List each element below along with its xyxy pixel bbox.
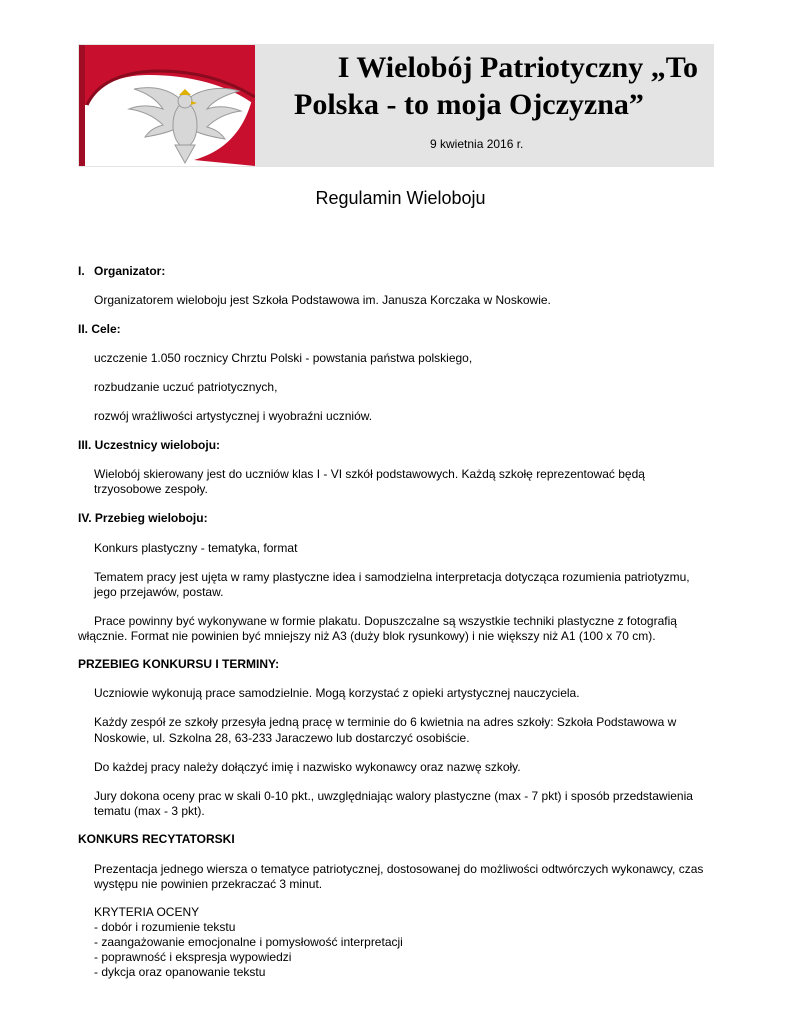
- recitation-p1-line2: występu nie powinien przekraczać 3 minut.: [94, 877, 323, 891]
- polish-eagle-flag-logo: [79, 45, 255, 166]
- section-1-text: Organizatorem wieloboju jest Szkoła Podstawowa im. Janusza Korczaka w Noskowie.: [94, 293, 551, 307]
- section-3-title: III. Uczestnicy wieloboju:: [78, 438, 221, 452]
- section-4-title: IV. Przebieg wieloboju:: [78, 511, 208, 525]
- event-date: 9 kwietnia 2016 r.: [430, 137, 524, 151]
- section-4-p1: Konkurs plastyczny - tematyka, format: [94, 541, 298, 555]
- section-4-p2-line1: Tematem pracy jest ujęta w ramy plastyczne idea i samodzielna interpretacja dotycząca rozumienia patriotyzmu,: [94, 570, 690, 584]
- section-4-p3-line1: Prace powinny być wykonywane w formie plakatu. Dopuszczalne są wszystkie techniki plastyczne z fotografią: [94, 614, 677, 628]
- recitation-title: KONKURS RECYTATORSKI: [78, 832, 235, 846]
- goal-item: uczczenie 1.050 rocznicy Chrztu Polski - powstania państwa polskiego,: [94, 351, 473, 365]
- goal-item: rozbudzanie uczuć patriotycznych,: [94, 380, 278, 394]
- section-4-p2-line2: jego przejawów, postaw.: [94, 585, 224, 599]
- event-title: [260, 49, 710, 123]
- section-3-line1: Wielobój skierowany jest do uczniów klas I - VI szkół podstawowych. Każdą szkołę reprezentować będą: [94, 467, 645, 481]
- contest-schedule-p4-line2: tematu (max - 3 pkt).: [94, 804, 205, 818]
- goal-item: rozwój wrażliwości artystycznej i wyobraźni uczniów.: [94, 409, 373, 423]
- section-2-title: II. Cele:: [78, 322, 121, 336]
- criteria-item: - dykcja oraz opanowanie tekstu: [94, 965, 266, 979]
- contest-schedule-p1: Uczniowie wykonują prace samodzielnie. Mogą korzystać z opieki artystycznej nauczyciela.: [94, 686, 580, 700]
- contest-schedule-p2-line2: Noskowie, ul. Szkolna 28, 63-233 Jaraczewo lub dostarczyć osobiście.: [94, 731, 470, 745]
- contest-schedule-title: PRZEBIEG KONKURSU I TERMINY:: [78, 657, 280, 671]
- event-title-line1: I Wielobój Patriotyczny „To: [337, 51, 698, 84]
- criteria-item: - dobór i rozumienie tekstu: [94, 920, 236, 934]
- criteria-item: - zaangażowanie emocjonalne i pomysłowość interpretacji: [94, 935, 403, 949]
- contest-schedule-p4-line1: Jury dokona oceny prac w skali 0-10 pkt., uwzględniając walory plastyczne (max - 7 pkt) i sposób przedstawienia: [94, 789, 693, 803]
- criteria-title: KRYTERIA OCENY: [94, 905, 200, 919]
- section-1-title: Organizator:: [94, 264, 166, 278]
- document-title: Regulamin Wieloboju: [315, 188, 486, 208]
- section-4-p3-line2: włącznie. Format nie powinien być mniejszy niż A3 (duży blok rysunkowy) i nie większy niż A1 (100 x 70 cm).: [78, 629, 656, 643]
- contest-schedule-p2-line1: Każdy zespół ze szkoły przesyła jedną pracę w terminie do 6 kwietnia na adres szkoły: Szkoła Podstawowa w: [94, 715, 677, 729]
- recitation-p1-line1: Prezentacja jednego wiersza o tematyce patriotycznej, dostosowanej do możliwości odtwórczych wykonawcy, czas: [94, 862, 704, 876]
- section-1-number: I.: [78, 264, 85, 278]
- event-title-line2: Polska - to moja Ojczyzna”: [294, 88, 644, 121]
- contest-schedule-p3: Do każdej pracy należy dołączyć imię i nazwisko wykonawcy oraz nazwę szkoły.: [94, 760, 521, 774]
- criteria-item: - poprawność i ekspresja wypowiedzi: [94, 950, 292, 964]
- section-3-line2: trzyosobowe zespoły.: [94, 482, 208, 496]
